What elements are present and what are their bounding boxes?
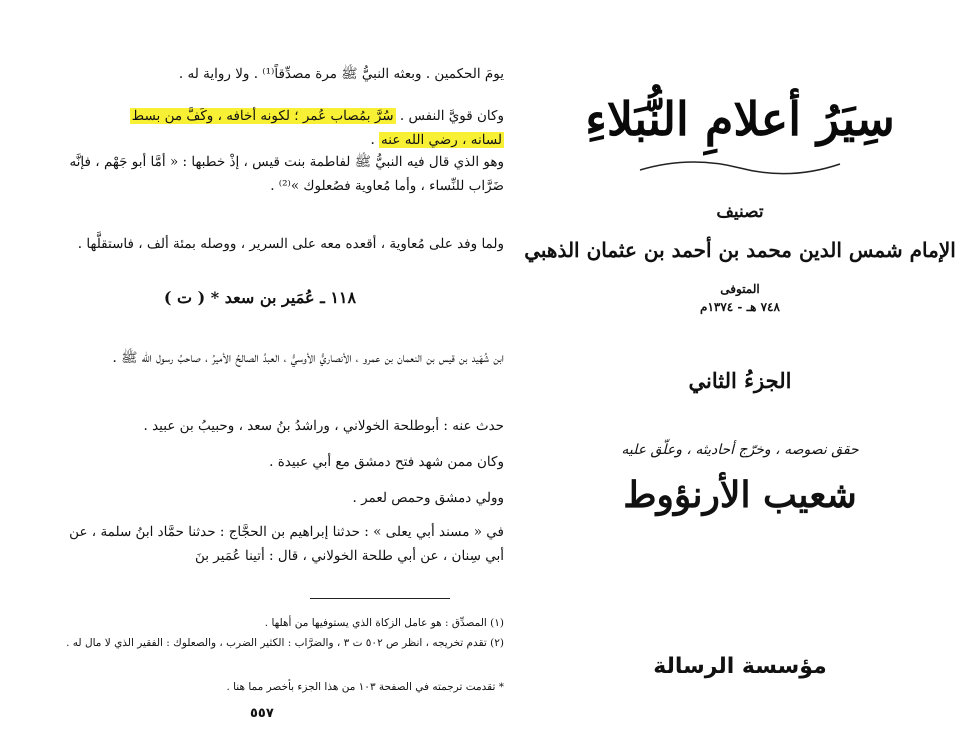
biography-title: ١١٨ ـ عُمَير بن سعد * ( ت ) [163, 288, 357, 307]
bio-paragraph-narrators: حدث عنه : أبوطلحة الخولاني ، وراشدُ بنُ سعد ، وحبيبُ بن عبيد . [143, 418, 504, 434]
footnote-divider [310, 598, 450, 599]
highlighted-text: لسانه ، رضي الله عنه [381, 132, 502, 148]
author-name: الإمام شمس الدين محمد بن أحمد بن عثمان الذهبي [524, 238, 956, 262]
tasnif-label: تصنيف [716, 202, 764, 222]
right-page [520, 0, 960, 752]
paragraph-fatima: وهو الذي قال فيه النبيُّ ﷺ لفاطمة بنت قيس ، إذْ خطبها : « أمَّا أبو جَهْم ، فإنَّه ضَرَّاب للنِّساء ، وأما مُعاوية فصُعلوك »⁽²⁾ . [69, 154, 504, 194]
footnote-star: * تقدمت ترجمته في الصفحة ١٠٣ من هذا الجزء بأخصر مما هنا . [226, 681, 504, 693]
footnote-2: (٢) تقدم تخريجه ، انظر ص ٥٠٢ ت ٣ ، والضرَّاب : الكثير الضرب ، والصعلوك : الفقير الذي لا مال له . [66, 637, 504, 649]
paragraph-hakamayn: يومَ الحكمين . وبعثه النبيُّ ﷺ مرة مصدِّقاً⁽¹⁾ . ولا رواية له . [178, 66, 504, 82]
paragraph-muawiya: ولما وفد على مُعاوية ، أقعده معه على السرير ، ووصله بمئة ألف ، فاستقلَّها . [77, 236, 504, 252]
editor-name: شعيب الأرنؤوط [623, 474, 857, 516]
book-title: سِيَرُ أعلامِ النُّبَلاءِ [585, 92, 895, 146]
paragraph-highlighted [64, 104, 504, 152]
publisher-name: مؤسسة الرسالة [653, 654, 827, 679]
title-flourish-icon [630, 150, 850, 180]
paragraph-text: وكان قويَّ النفس . [395, 108, 504, 124]
death-dates: ٧٤٨ هـ - ١٣٧٤م [700, 300, 780, 314]
highlighted-text: سُرَّ بمُصاب عُمر ؛ لكونه أخافه ، وكَفَّ من بسط [131, 108, 394, 124]
bio-paragraph-musnad: في « مسند أبي يعلى » : حدثنا إبراهيم بن الحجَّاج : حدثنا حمَّاد ابنُ سلمة ، عن أبي سِنان ، عن أبي طلحة الخولاني ، قال : أتينا عُمَير بنَ [69, 524, 504, 564]
editor-note: حقق نصوصه ، وخرّج أحاديثه ، وعلّق عليه [621, 442, 859, 458]
bio-paragraph-governor: وولي دمشق وحمص لعمر . [352, 490, 504, 506]
died-label: المتوفى [720, 282, 760, 296]
footnote-1: (١) المصدِّق : هو عامل الزكاة الذي يستوفيها من أهلها . [264, 617, 504, 629]
paragraph-text: . [370, 132, 380, 148]
bio-paragraph-damascus: وكان ممن شهد فتح دمشق مع أبي عبيدة . [269, 454, 504, 470]
volume-label: الجزءُ الثاني [688, 368, 792, 393]
page-number: ٥٥٧ [250, 706, 274, 721]
bio-paragraph-lineage: ابن شُهَيد بن قيس بن النعمان بن عمرو ، الأنصاريُّ الأوسيُّ ، العبدُ الصالحُ الأميرُ ، صاحبُ رسول الله ﷺ . [112, 350, 504, 366]
